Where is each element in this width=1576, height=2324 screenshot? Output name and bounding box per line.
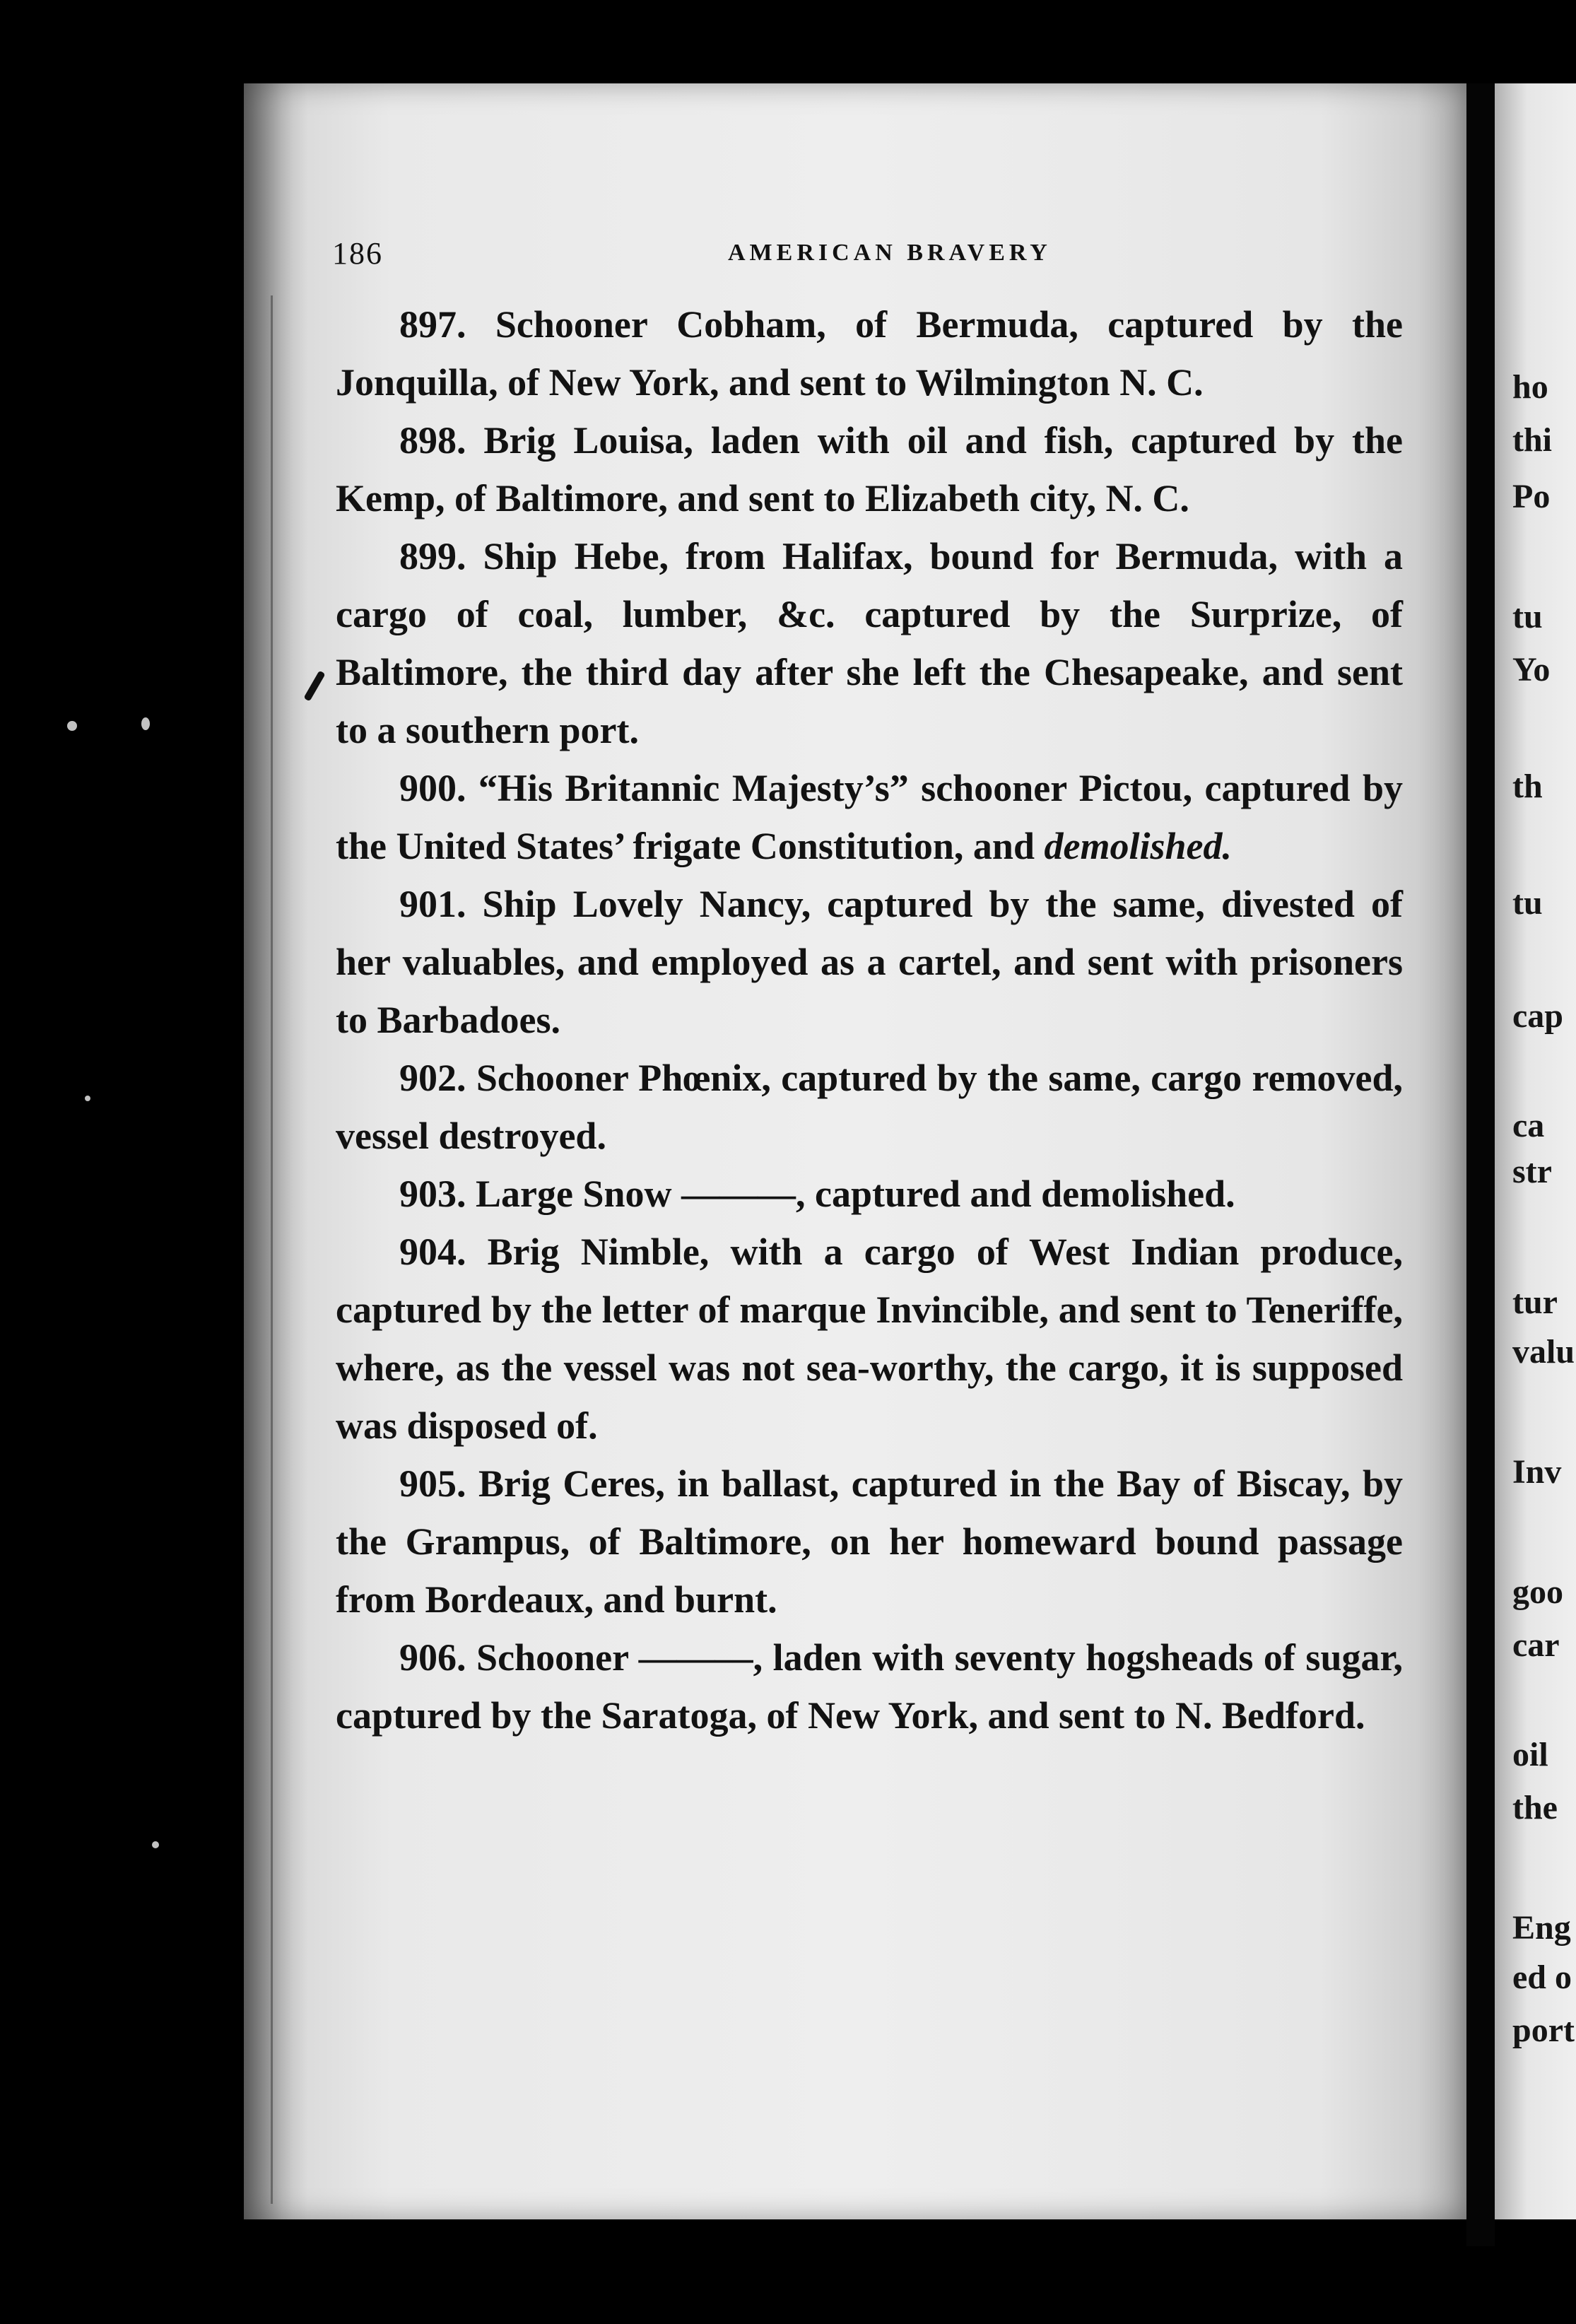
book-gutter [1466, 83, 1495, 2246]
facing-fragment: the [1512, 1789, 1558, 1826]
entry-900-text: 900. “His Britannic Majesty’s” schooner Pictou, captured by the United States’ frigate Constitution, and [336, 767, 1403, 867]
facing-fragment: tu [1512, 884, 1543, 922]
facing-fragment: ed o [1512, 1959, 1572, 1996]
facing-fragment: Eng [1512, 1909, 1571, 1947]
scan-speck [85, 1096, 90, 1101]
facing-fragment: cap [1512, 997, 1563, 1035]
entry-902: 902. Schooner Phœnix, captured by the same, cargo removed, vessel destroyed. [336, 1057, 1403, 1157]
entry-897: 897. Schooner Cobham, of Bermuda, captured by the Jonquilla, of New York, and sent to Wilmington N. C. [336, 303, 1403, 404]
facing-fragment: goo [1512, 1573, 1563, 1611]
page-number: 186 [332, 236, 383, 271]
book-page [244, 83, 1466, 2219]
page-header [332, 235, 1322, 299]
entry-900 [336, 759, 1403, 875]
facing-fragment: Inv [1512, 1453, 1562, 1491]
entry-901: 901. Ship Lovely Nancy, captured by the same, divested of her valuables, and employed as a cartel, and sent with prisoners to Barbadoes. [336, 883, 1403, 1041]
entry-900-italic: demolished. [1044, 825, 1232, 867]
scan-speck [67, 721, 77, 731]
entry-904: 904. Brig Nimble, with a cargo of West Indian produce, captured by the letter of marque Invincible, and sent to Teneriffe, where, as the vessel was not sea-worthy, the cargo, it is supposed was disposed of. [336, 1231, 1403, 1447]
entry-906: 906. Schooner ———, laden with seventy hogsheads of sugar, captured by the Saratoga, of New York, and sent to N. Bedford. [336, 1636, 1403, 1737]
page-shadow [244, 83, 307, 2219]
entry-905: 905. Brig Ceres, in ballast, captured in the Bay of Biscay, by the Grampus, of Baltimore, on her homeward bound passage from Bordeaux, and burnt. [336, 1462, 1403, 1621]
facing-fragment: tur [1512, 1284, 1558, 1321]
facing-fragment: tu [1512, 598, 1543, 635]
facing-fragment: port [1512, 2012, 1575, 2049]
scan-speck [152, 1841, 159, 1848]
facing-fragment: ho [1512, 368, 1548, 406]
page-text-block [336, 295, 1403, 1744]
facing-fragment: thi [1512, 421, 1553, 459]
facing-fragment: Po [1512, 478, 1551, 515]
facing-fragment: str [1512, 1153, 1552, 1190]
facing-fragment: valu [1512, 1333, 1575, 1371]
entry-899: 899. Ship Hebe, from Halifax, bound for Bermuda, with a cargo of coal, lumber, &c. captured by the Surprize, of Baltimore, the third day after she left the Chesapeake, and sent to a southern port. [336, 535, 1403, 751]
facing-fragment: oil [1512, 1736, 1548, 1773]
facing-fragment: car [1512, 1626, 1560, 1664]
scan-speck [141, 717, 150, 730]
facing-fragment: ca [1512, 1107, 1545, 1144]
entry-898: 898. Brig Louisa, laden with oil and fish, captured by the Kemp, of Baltimore, and sent to Elizabeth city, N. C. [336, 419, 1403, 520]
entry-903: 903. Large Snow ———, captured and demolished. [399, 1173, 1235, 1215]
page-edge-line [271, 295, 273, 2204]
running-head: AMERICAN BRAVERY [728, 240, 1052, 266]
facing-fragment: Yo [1512, 651, 1551, 688]
facing-fragment: th [1512, 768, 1543, 805]
